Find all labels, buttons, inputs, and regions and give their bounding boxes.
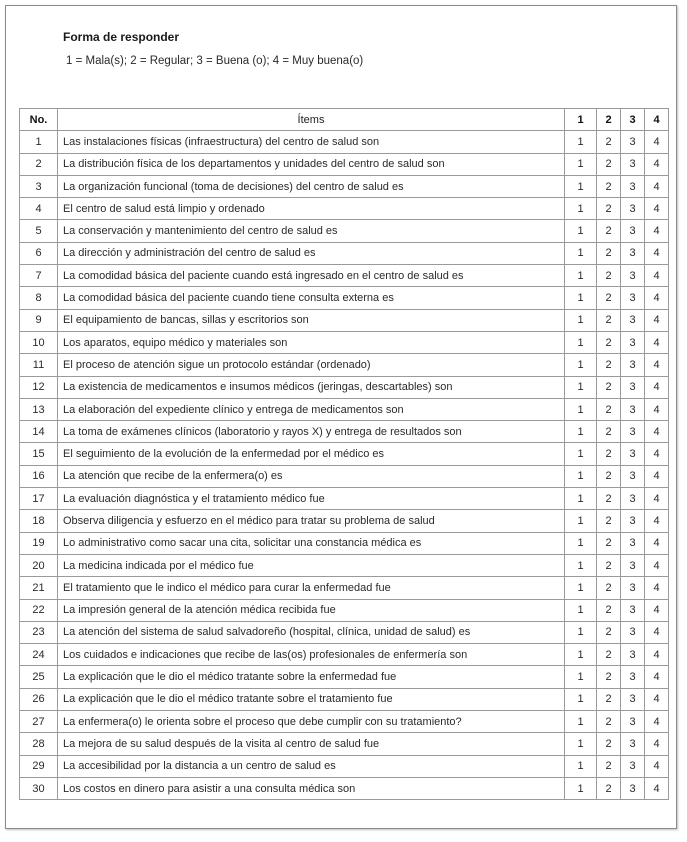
item-number: 23 [20, 621, 58, 643]
rating-option-4[interactable]: 4 [645, 398, 669, 420]
table-row [20, 287, 669, 309]
table-row [20, 265, 669, 287]
rating-option-2[interactable]: 2 [597, 777, 621, 799]
item-number: 28 [20, 733, 58, 755]
rating-option-1[interactable]: 1 [565, 465, 597, 487]
rating-option-3[interactable]: 3 [621, 421, 645, 443]
rating-option-1[interactable]: 1 [565, 220, 597, 242]
rating-option-4[interactable]: 4 [645, 309, 669, 331]
rating-option-1[interactable]: 1 [565, 599, 597, 621]
rating-option-2[interactable]: 2 [597, 510, 621, 532]
item-text: La distribución física de los departamentos y unidades del centro de salud son [58, 153, 565, 175]
rating-option-2[interactable]: 2 [597, 398, 621, 420]
rating-option-4[interactable]: 4 [645, 733, 669, 755]
item-text: Los cuidados e indicaciones que recibe de las(os) profesionales de enfermería son [58, 644, 565, 666]
rating-option-2[interactable]: 2 [597, 688, 621, 710]
rating-option-3[interactable]: 3 [621, 242, 645, 264]
item-number: 1 [20, 131, 58, 153]
rating-option-4[interactable]: 4 [645, 755, 669, 777]
rating-option-3[interactable]: 3 [621, 554, 645, 576]
table-row [20, 421, 669, 443]
item-text: Los aparatos, equipo médico y materiales son [58, 331, 565, 353]
item-number: 2 [20, 153, 58, 175]
item-text: Los costos en dinero para asistir a una consulta médica son [58, 777, 565, 799]
table-row [20, 644, 669, 666]
rating-option-4[interactable]: 4 [645, 220, 669, 242]
rating-option-4[interactable]: 4 [645, 175, 669, 197]
rating-option-1[interactable]: 1 [565, 376, 597, 398]
column-header-4: 4 [645, 109, 669, 131]
rating-option-1[interactable]: 1 [565, 265, 597, 287]
table-row [20, 309, 669, 331]
rating-option-4[interactable]: 4 [645, 153, 669, 175]
rating-option-1[interactable]: 1 [565, 198, 597, 220]
rating-option-2[interactable]: 2 [597, 220, 621, 242]
document-page [5, 5, 677, 829]
rating-option-4[interactable]: 4 [645, 711, 669, 733]
table-row [20, 510, 669, 532]
rating-option-3[interactable]: 3 [621, 354, 645, 376]
rating-option-2[interactable]: 2 [597, 354, 621, 376]
rating-option-1[interactable]: 1 [565, 644, 597, 666]
rating-option-3[interactable]: 3 [621, 621, 645, 643]
item-number: 27 [20, 711, 58, 733]
table-row [20, 755, 669, 777]
table-row [20, 465, 669, 487]
rating-option-2[interactable]: 2 [597, 198, 621, 220]
rating-option-3[interactable]: 3 [621, 465, 645, 487]
table-row [20, 577, 669, 599]
table-row [20, 376, 669, 398]
rating-option-4[interactable]: 4 [645, 532, 669, 554]
response-format-title: Forma de responder [63, 30, 180, 44]
rating-scale-legend: 1 = Mala(s); 2 = Regular; 3 = Buena (o); 4 = Muy buena(o) [66, 55, 364, 67]
item-number: 9 [20, 309, 58, 331]
table-row [20, 198, 669, 220]
rating-option-1[interactable]: 1 [565, 309, 597, 331]
rating-option-2[interactable]: 2 [597, 331, 621, 353]
rating-option-1[interactable]: 1 [565, 242, 597, 264]
rating-option-4[interactable]: 4 [645, 331, 669, 353]
rating-option-4[interactable]: 4 [645, 421, 669, 443]
table-row [20, 131, 669, 153]
rating-option-3[interactable]: 3 [621, 688, 645, 710]
rating-option-3[interactable]: 3 [621, 644, 645, 666]
rating-option-1[interactable]: 1 [565, 443, 597, 465]
rating-option-1[interactable]: 1 [565, 488, 597, 510]
rating-option-2[interactable]: 2 [597, 153, 621, 175]
rating-option-3[interactable]: 3 [621, 777, 645, 799]
column-header-3: 3 [621, 109, 645, 131]
table-row [20, 777, 669, 799]
table-row [20, 175, 669, 197]
table-row [20, 711, 669, 733]
item-text: La elaboración del expediente clínico y entrega de medicamentos son [58, 398, 565, 420]
item-text: El centro de salud está limpio y ordenado [58, 198, 565, 220]
rating-option-1[interactable]: 1 [565, 554, 597, 576]
rating-option-2[interactable]: 2 [597, 376, 621, 398]
item-number: 6 [20, 242, 58, 264]
rating-option-3[interactable]: 3 [621, 532, 645, 554]
rating-option-3[interactable]: 3 [621, 755, 645, 777]
rating-option-1[interactable]: 1 [565, 331, 597, 353]
rating-option-1[interactable]: 1 [565, 688, 597, 710]
table-body [20, 131, 669, 800]
item-text: Las instalaciones físicas (infraestructura) del centro de salud son [58, 131, 565, 153]
item-number: 4 [20, 198, 58, 220]
rating-option-1[interactable]: 1 [565, 354, 597, 376]
rating-option-3[interactable]: 3 [621, 666, 645, 688]
item-number: 16 [20, 465, 58, 487]
rating-option-4[interactable]: 4 [645, 488, 669, 510]
item-text: La explicación que le dio el médico tratante sobre la enfermedad fue [58, 666, 565, 688]
table-row [20, 488, 669, 510]
item-text: La conservación y mantenimiento del centro de salud es [58, 220, 565, 242]
rating-option-3[interactable]: 3 [621, 577, 645, 599]
rating-option-2[interactable]: 2 [597, 265, 621, 287]
rating-option-3[interactable]: 3 [621, 131, 645, 153]
item-text: La atención que recibe de la enfermera(o) es [58, 465, 565, 487]
item-text: La medicina indicada por el médico fue [58, 554, 565, 576]
rating-option-4[interactable]: 4 [645, 443, 669, 465]
table-row [20, 733, 669, 755]
item-text: La toma de exámenes clínicos (laboratorio y rayos X) y entrega de resultados son [58, 421, 565, 443]
rating-option-1[interactable]: 1 [565, 666, 597, 688]
rating-option-4[interactable]: 4 [645, 131, 669, 153]
item-text: La evaluación diagnóstica y el tratamiento médico fue [58, 488, 565, 510]
item-number: 5 [20, 220, 58, 242]
rating-option-2[interactable]: 2 [597, 599, 621, 621]
item-text: La existencia de medicamentos e insumos médicos (jeringas, descartables) son [58, 376, 565, 398]
item-number: 19 [20, 532, 58, 554]
table-row [20, 532, 669, 554]
item-text: La comodidad básica del paciente cuando tiene consulta externa es [58, 287, 565, 309]
item-number: 8 [20, 287, 58, 309]
rating-option-4[interactable]: 4 [645, 688, 669, 710]
table-row [20, 621, 669, 643]
rating-option-2[interactable]: 2 [597, 465, 621, 487]
item-text: Observa diligencia y esfuerzo en el médico para tratar su problema de salud [58, 510, 565, 532]
rating-option-2[interactable]: 2 [597, 532, 621, 554]
rating-option-3[interactable]: 3 [621, 599, 645, 621]
rating-option-3[interactable]: 3 [621, 153, 645, 175]
item-number: 7 [20, 265, 58, 287]
rating-option-1[interactable]: 1 [565, 175, 597, 197]
rating-option-1[interactable]: 1 [565, 755, 597, 777]
rating-option-1[interactable]: 1 [565, 711, 597, 733]
item-number: 14 [20, 421, 58, 443]
rating-option-2[interactable]: 2 [597, 711, 621, 733]
rating-option-2[interactable]: 2 [597, 488, 621, 510]
item-number: 13 [20, 398, 58, 420]
rating-option-4[interactable]: 4 [645, 666, 669, 688]
rating-option-3[interactable]: 3 [621, 398, 645, 420]
table-row [20, 599, 669, 621]
item-text: La impresión general de la atención médica recibida fue [58, 599, 565, 621]
item-number: 22 [20, 599, 58, 621]
rating-option-4[interactable]: 4 [645, 265, 669, 287]
rating-option-3[interactable]: 3 [621, 733, 645, 755]
item-number: 10 [20, 331, 58, 353]
item-number: 15 [20, 443, 58, 465]
rating-option-4[interactable]: 4 [645, 644, 669, 666]
table-row [20, 354, 669, 376]
item-text: El tratamiento que le indico el médico para curar la enfermedad fue [58, 577, 565, 599]
column-header-1: 1 [565, 109, 597, 131]
item-number: 30 [20, 777, 58, 799]
rating-option-3[interactable]: 3 [621, 220, 645, 242]
rating-option-2[interactable]: 2 [597, 309, 621, 331]
rating-option-3[interactable]: 3 [621, 287, 645, 309]
rating-option-3[interactable]: 3 [621, 488, 645, 510]
item-number: 3 [20, 175, 58, 197]
item-text: La mejora de su salud después de la visita al centro de salud fue [58, 733, 565, 755]
item-number: 12 [20, 376, 58, 398]
item-text: La atención del sistema de salud salvadoreño (hospital, clínica, unidad de salud) es [58, 621, 565, 643]
item-text: La dirección y administración del centro de salud es [58, 242, 565, 264]
rating-option-1[interactable]: 1 [565, 577, 597, 599]
column-header-2: 2 [597, 109, 621, 131]
rating-option-1[interactable]: 1 [565, 510, 597, 532]
rating-option-2[interactable]: 2 [597, 242, 621, 264]
rating-option-4[interactable]: 4 [645, 287, 669, 309]
item-text: La comodidad básica del paciente cuando está ingresado en el centro de salud es [58, 265, 565, 287]
rating-option-2[interactable]: 2 [597, 666, 621, 688]
rating-option-3[interactable]: 3 [621, 510, 645, 532]
rating-option-4[interactable]: 4 [645, 376, 669, 398]
rating-option-1[interactable]: 1 [565, 777, 597, 799]
item-number: 20 [20, 554, 58, 576]
item-number: 29 [20, 755, 58, 777]
rating-option-1[interactable]: 1 [565, 153, 597, 175]
item-text: El seguimiento de la evolución de la enfermedad por el médico es [58, 443, 565, 465]
rating-option-1[interactable]: 1 [565, 398, 597, 420]
rating-option-3[interactable]: 3 [621, 198, 645, 220]
column-header-items: Ítems [58, 109, 565, 131]
rating-option-2[interactable]: 2 [597, 443, 621, 465]
item-number: 26 [20, 688, 58, 710]
rating-option-1[interactable]: 1 [565, 131, 597, 153]
rating-option-2[interactable]: 2 [597, 755, 621, 777]
rating-option-2[interactable]: 2 [597, 554, 621, 576]
rating-option-2[interactable]: 2 [597, 421, 621, 443]
rating-option-2[interactable]: 2 [597, 577, 621, 599]
rating-option-2[interactable]: 2 [597, 733, 621, 755]
survey-table [19, 108, 669, 800]
rating-option-1[interactable]: 1 [565, 421, 597, 443]
rating-option-2[interactable]: 2 [597, 621, 621, 643]
table-row [20, 331, 669, 353]
table-row [20, 398, 669, 420]
table-header-row [20, 109, 669, 131]
table-row [20, 554, 669, 576]
item-text: La enfermera(o) le orienta sobre el proceso que debe cumplir con su tratamiento? [58, 711, 565, 733]
rating-option-1[interactable]: 1 [565, 621, 597, 643]
rating-option-4[interactable]: 4 [645, 510, 669, 532]
rating-option-2[interactable]: 2 [597, 131, 621, 153]
item-number: 18 [20, 510, 58, 532]
table-row [20, 220, 669, 242]
rating-option-2[interactable]: 2 [597, 644, 621, 666]
table-row [20, 242, 669, 264]
item-number: 21 [20, 577, 58, 599]
rating-option-2[interactable]: 2 [597, 287, 621, 309]
rating-option-4[interactable]: 4 [645, 554, 669, 576]
rating-option-4[interactable]: 4 [645, 599, 669, 621]
table-row [20, 666, 669, 688]
rating-option-4[interactable]: 4 [645, 577, 669, 599]
rating-option-3[interactable]: 3 [621, 331, 645, 353]
rating-option-3[interactable]: 3 [621, 265, 645, 287]
table-row [20, 153, 669, 175]
rating-option-3[interactable]: 3 [621, 309, 645, 331]
rating-option-2[interactable]: 2 [597, 175, 621, 197]
table-row [20, 688, 669, 710]
item-text: Lo administrativo como sacar una cita, solicitar una constancia médica es [58, 532, 565, 554]
item-text: La accesibilidad por la distancia a un centro de salud es [58, 755, 565, 777]
rating-option-4[interactable]: 4 [645, 242, 669, 264]
item-number: 11 [20, 354, 58, 376]
column-header-no: No. [20, 109, 58, 131]
rating-option-3[interactable]: 3 [621, 376, 645, 398]
rating-option-1[interactable]: 1 [565, 287, 597, 309]
rating-option-3[interactable]: 3 [621, 443, 645, 465]
item-number: 25 [20, 666, 58, 688]
rating-option-4[interactable]: 4 [645, 354, 669, 376]
table-row [20, 443, 669, 465]
rating-option-4[interactable]: 4 [645, 621, 669, 643]
item-number: 24 [20, 644, 58, 666]
rating-option-4[interactable]: 4 [645, 198, 669, 220]
item-text: La organización funcional (toma de decisiones) del centro de salud es [58, 175, 565, 197]
rating-option-1[interactable]: 1 [565, 532, 597, 554]
item-text: La explicación que le dio el médico tratante sobre el tratamiento fue [58, 688, 565, 710]
item-text: El equipamiento de bancas, sillas y escritorios son [58, 309, 565, 331]
rating-option-4[interactable]: 4 [645, 777, 669, 799]
rating-option-3[interactable]: 3 [621, 175, 645, 197]
item-text: El proceso de atención sigue un protocolo estándar (ordenado) [58, 354, 565, 376]
rating-option-4[interactable]: 4 [645, 465, 669, 487]
item-number: 17 [20, 488, 58, 510]
rating-option-3[interactable]: 3 [621, 711, 645, 733]
rating-option-1[interactable]: 1 [565, 733, 597, 755]
